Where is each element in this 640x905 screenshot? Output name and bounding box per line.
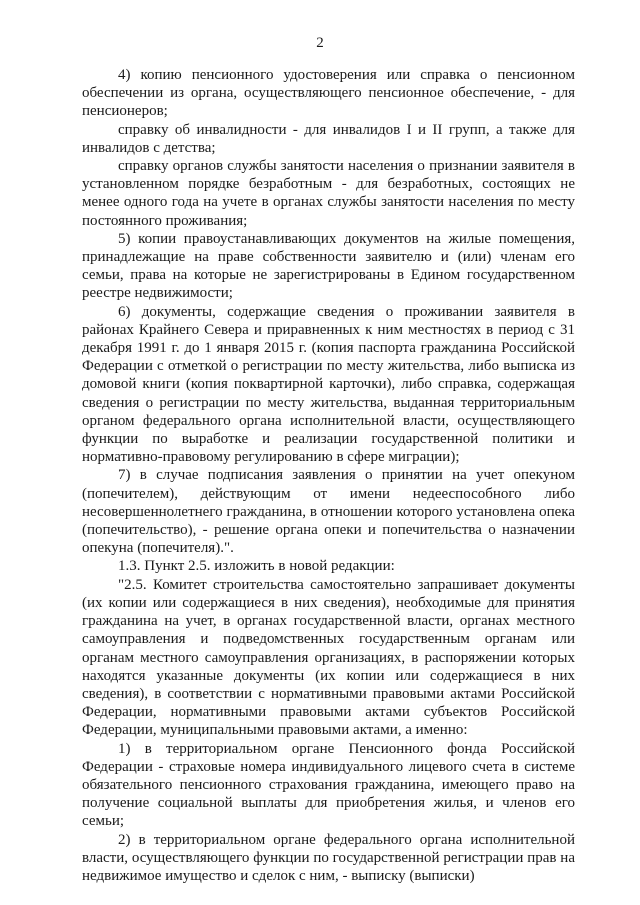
paragraph-guardian-decision: 7) в случае подписания заявления о принятии на учет опекуном (попечителем), действующим от имени недееспособного либо несовершеннолетнего гражданина, в отношении которого установлена опека (попечительство), - решение органа опеки и попечительства о назначении опекуна (попечителя).". — [82, 467, 575, 557]
paragraph-pension-certificate: 4) копию пенсионного удостоверения или справка о пенсионном обеспечении из органа, осуществляющего пенсионное обеспечение, - для пенсионеров; — [82, 67, 575, 120]
document-body — [82, 66, 575, 885]
paragraph-pension-fund: 1) в территориальном органе Пенсионного фонда Российской Федерации - страховые номера индивидуального лицевого счета в системе обязательного пенсионного страхования гражданина, имеющего право на получение социальной выплаты для приобретения жилья, и членов его семьи; — [82, 740, 575, 830]
paragraph-clause-1-3: 1.3. Пункт 2.5. изложить в новой редакции: — [118, 558, 395, 575]
paragraph-clause-2-5: "2.5. Комитет строительства самостоятельно запрашивает документы (их копии или содержащиеся в них сведения), необходимые для принятия гражданина на учет, в органах государственной власти, органах местного самоуправления и подведомственных государственным органам или органам местного самоуправления организациях, в распоряжении которых находятся указанные документы (их копии или содержащиеся в них сведения), в соответствии с нормативными правовыми актами Российской Федерации, нормативными правовыми актами субъектов Российской Федерации, муниципальными правовыми актами, а именно: — [82, 576, 575, 739]
paragraph-disability-certificate: справку об инвалидности - для инвалидов I и II групп, а также для инвалидов с детства; — [82, 121, 575, 156]
paragraph-property-documents: 5) копии правоустанавливающих документов на жилые помещения, принадлежащие на праве собственности заявителю и (или) членам его семьи, права на которые не зарегистрированы в Едином государственном реестре недвижимости; — [82, 230, 575, 302]
paragraph-residence-documents: 6) документы, содержащие сведения о проживании заявителя в районах Крайнего Севера и приравненных к ним местностях в период с 31 декабря 1991 г. до 1 января 2015 г. (копия паспорта гражданина Российской Федерации с отметкой о регистрации по месту жительства, либо выписка из домовой книги (копия поквартирной карточки), либо справка, содержащая сведения о регистрации по месту жительства, выданная территориальным органом федерального органа исполнительной власти, осуществляющего функции по выработке и реализации государственной политики и нормативно-правовому регулированию в сфере миграции); — [82, 303, 575, 466]
paragraph-unemployment-certificate: справку органов службы занятости населения о признании заявителя в установленном порядке безработным - для безработных, состоящих не менее одного года на учете в органах службы занятости населения по месту постоянного проживания; — [82, 158, 575, 229]
paragraph-registration-authority: 2) в территориальном органе федерального органа исполнительной власти, осуществляющего функции по государственной регистрации прав на недвижимое имущество и сделок с ним, - выписку (выписки) — [82, 831, 575, 884]
page-number: 2 — [316, 35, 324, 51]
